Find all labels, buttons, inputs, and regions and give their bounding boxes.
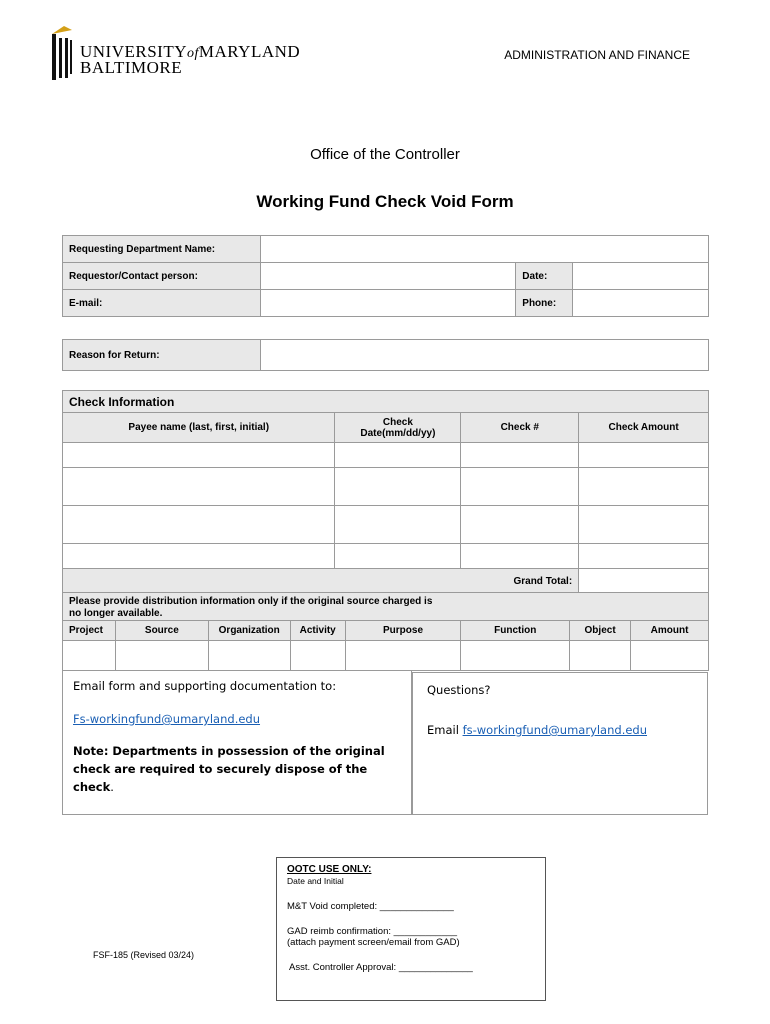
dept-name-label: Requesting Department Name:: [63, 236, 261, 263]
check-date-cell[interactable]: [335, 544, 461, 569]
reason-label: Reason for Return:: [63, 340, 261, 371]
col-purpose-header: Purpose: [345, 621, 461, 641]
table-row: [63, 544, 709, 569]
date-label: Date:: [516, 263, 573, 290]
project-cell[interactable]: [63, 641, 116, 671]
disposal-note: Note: Departments in possession of the original check are required to securely dispose of the check.: [73, 744, 385, 794]
table-row: [63, 641, 709, 671]
check-amount-cell[interactable]: [579, 443, 709, 468]
col-function-header: Function: [461, 621, 570, 641]
col-activity-header: Activity: [290, 621, 345, 641]
payee-cell[interactable]: [63, 506, 335, 544]
col-payee-header: Payee name (last, first, initial): [63, 413, 335, 443]
umb-logo-icon: [50, 24, 76, 82]
check-date-cell[interactable]: [335, 468, 461, 506]
mt-void-line: M&T Void completed: ______________: [287, 901, 454, 912]
reason-table: [62, 339, 709, 371]
organization-cell[interactable]: [208, 641, 290, 671]
email-field[interactable]: [260, 290, 515, 317]
col-project-header: Project: [63, 621, 116, 641]
form-title: Working Fund Check Void Form: [256, 192, 514, 211]
check-info-title: Check Information: [63, 391, 709, 413]
email-instruction-text: Email form and supporting documentation to:: [73, 679, 337, 693]
controller-approval-line: Asst. Controller Approval: ______________: [289, 962, 473, 973]
requester-table: [62, 235, 709, 317]
submission-email-link[interactable]: Fs-workingfund@umaryland.edu: [73, 712, 261, 726]
col-organization-header: Organization: [208, 621, 290, 641]
col-check-number-header: Check #: [461, 413, 579, 443]
logo-text-university: UNIVERSITYofMARYLAND: [80, 42, 301, 61]
date-field[interactable]: [573, 263, 709, 290]
function-cell[interactable]: [461, 641, 570, 671]
col-check-amount-header: Check Amount: [579, 413, 709, 443]
ootc-subtitle: Date and Initial: [287, 876, 344, 886]
questions-email-link[interactable]: fs-workingfund@umaryland.edu: [462, 723, 648, 737]
table-row: [63, 443, 709, 468]
col-check-date-header: Check Date(mm/dd/yy): [335, 413, 461, 443]
email-label: E-mail:: [63, 290, 261, 317]
check-info-table: [62, 390, 709, 594]
grand-total-field[interactable]: [579, 569, 709, 594]
questions-contact: Email fs-workingfund@umaryland.edu: [427, 723, 648, 737]
activity-cell[interactable]: [290, 641, 345, 671]
purpose-cell[interactable]: [345, 641, 461, 671]
email-instructions-box: [62, 670, 412, 815]
check-date-cell[interactable]: [335, 506, 461, 544]
phone-field[interactable]: [573, 290, 709, 317]
check-number-cell[interactable]: [461, 544, 579, 569]
gad-reimb-line: GAD reimb confirmation: ____________: [287, 926, 458, 937]
logo-text-baltimore: BALTIMORE: [80, 58, 183, 77]
object-cell[interactable]: [570, 641, 631, 671]
distribution-header-row: [63, 621, 709, 641]
check-number-cell[interactable]: [461, 443, 579, 468]
check-amount-cell[interactable]: [579, 506, 709, 544]
check-date-cell[interactable]: [335, 443, 461, 468]
department-heading: ADMINISTRATION AND FINANCE: [504, 48, 690, 62]
gad-reimb-note: (attach payment screen/email from GAD): [287, 937, 460, 948]
phone-label: Phone:: [516, 290, 573, 317]
col-source-header: Source: [115, 621, 208, 641]
dept-name-field[interactable]: [260, 236, 708, 263]
ootc-use-only-box: [276, 857, 546, 1001]
amount-cell[interactable]: [631, 641, 709, 671]
check-amount-cell[interactable]: [579, 544, 709, 569]
grand-total-label: Grand Total:: [63, 569, 579, 594]
table-row: [63, 468, 709, 506]
check-number-cell[interactable]: [461, 506, 579, 544]
questions-label: Questions?: [427, 683, 491, 697]
payee-cell[interactable]: [63, 468, 335, 506]
reason-field[interactable]: [260, 340, 708, 371]
questions-box: [412, 672, 708, 815]
table-row: [63, 506, 709, 544]
payee-cell[interactable]: [63, 544, 335, 569]
col-amount-header: Amount: [631, 621, 709, 641]
distribution-note: Please provide distribution information only if the original source charged is no longer available.: [63, 593, 709, 621]
check-number-cell[interactable]: [461, 468, 579, 506]
col-object-header: Object: [570, 621, 631, 641]
payee-cell[interactable]: [63, 443, 335, 468]
distribution-table: [62, 592, 709, 671]
office-name: Office of the Controller: [310, 146, 460, 163]
check-amount-cell[interactable]: [579, 468, 709, 506]
contact-field[interactable]: [260, 263, 515, 290]
form-number: FSF-185 (Revised 03/24): [93, 950, 195, 960]
ootc-title: OOTC USE ONLY:: [287, 864, 372, 875]
source-cell[interactable]: [115, 641, 208, 671]
contact-label: Requestor/Contact person:: [63, 263, 261, 290]
